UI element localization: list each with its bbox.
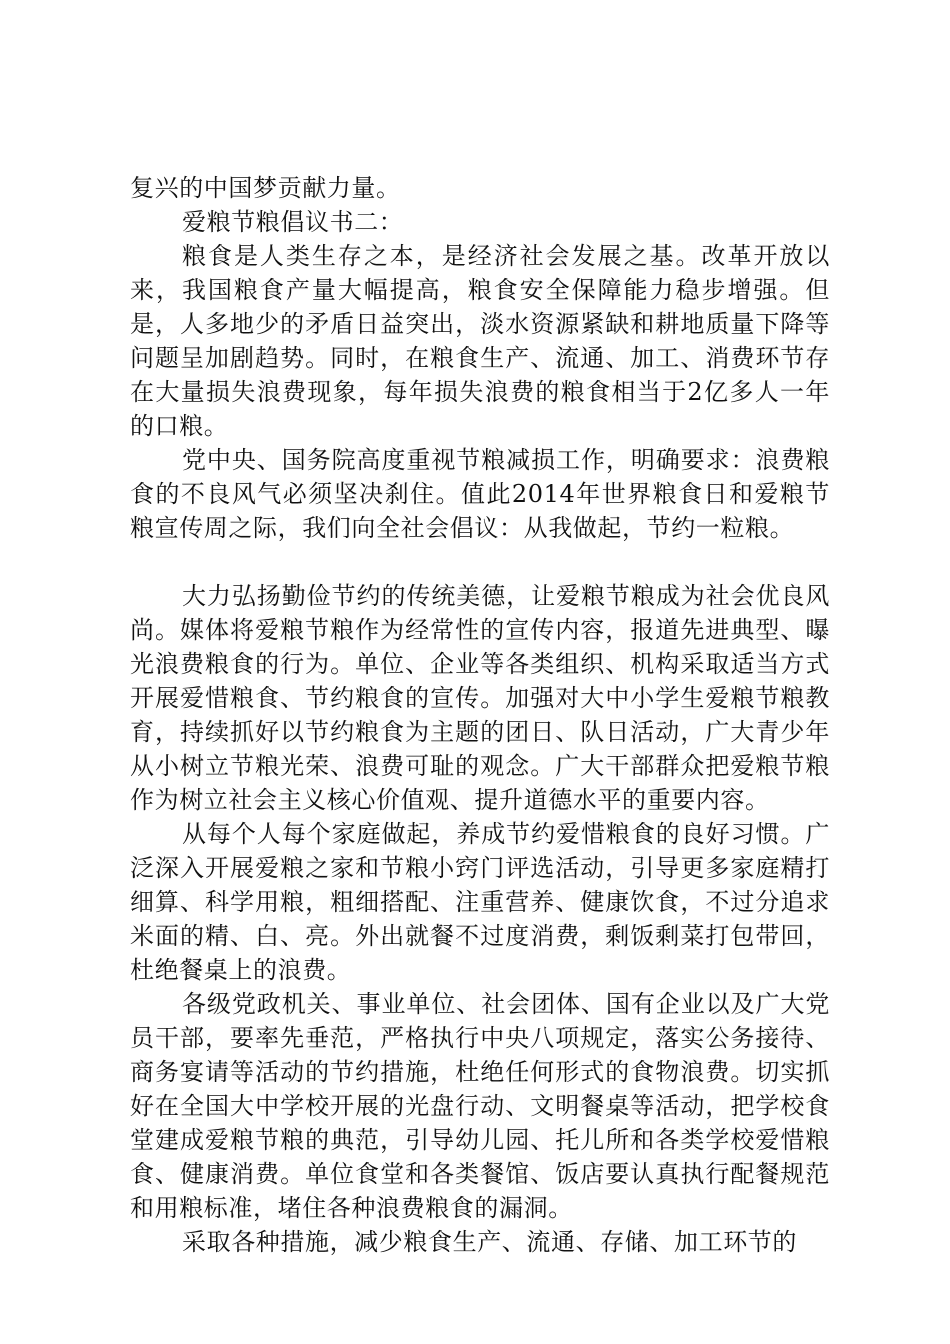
paragraph-central-requirement: 党中央、国务院高度重视节粮减损工作，明确要求：浪费粮食的不良风气必须坚决刹住。值此2014年世界粮食日和爱粮节粮宣传周之际，我们向全社会倡议：从我做起，节约一粒粮。 bbox=[130, 446, 830, 542]
document-body bbox=[130, 171, 830, 1259]
paragraph-promote-virtue: 大力弘扬勤俭节约的传统美德，让爱粮节粮成为社会优良风尚。媒体将爱粮节粮作为经常性的宣传内容，报道先进典型、曝光浪费粮食的行为。单位、企业等各类组织、机构采取适当方式开展爱惜粮食、节约粮食的宣传。加强对大中小学生爱粮节粮教育，持续抓好以节约粮食为主题的团日、队日活动，广大青少年从小树立节粮光荣、浪费可耻的观念。广大干部群众把爱粮节粮作为树立社会主义核心价值观、提升道德水平的重要内容。 bbox=[130, 582, 830, 814]
section-heading: 爱粮节粮倡议书二： bbox=[182, 208, 404, 236]
paragraph-household-habits: 从每个人每个家庭做起，养成节约爱惜粮食的良好习惯。广泛深入开展爱粮之家和节粮小窍门评选活动，引导更多家庭精打细算、科学用粮，粗细搭配、注重营养、健康饮食，不过分追求米面的精、白、亮。外出就餐不过度消费，剩饭剩菜打包带回，杜绝餐桌上的浪费。 bbox=[130, 820, 830, 984]
paragraph-grain-importance: 粮食是人类生存之本，是经济社会发展之基。改革开放以来，我国粮食产量大幅提高，粮食安全保障能力稳步增强。但是，人多地少的矛盾日益突出，淡水资源紧缺和耕地质量下降等问题呈加剧趋势。同时，在粮食生产、流通、加工、消费环节存在大量损失浪费现象，每年损失浪费的粮食相当于2亿多人一年的口粮。 bbox=[130, 242, 830, 440]
paragraph-continuation: 复兴的中国梦贡献力量。 bbox=[130, 174, 401, 202]
paragraph-reduce-loss: 采取各种措施，减少粮食生产、流通、存储、加工环节的 bbox=[182, 1228, 797, 1256]
paragraph-officials-lead: 各级党政机关、事业单位、社会团体、国有企业以及广大党员干部，要率先垂范，严格执行中央八项规定，落实公务接待、商务宴请等活动的节约措施，杜绝任何形式的食物浪费。切实抓好在全国大中学校开展的光盘行动、文明餐桌等活动，把学校食堂建成爱粮节粮的典范，引导幼儿园、托儿所和各类学校爱惜粮食、健康消费。单位食堂和各类餐馆、饭店要认真执行配餐规范和用粮标准，堵住各种浪费粮食的漏洞。 bbox=[130, 990, 830, 1222]
